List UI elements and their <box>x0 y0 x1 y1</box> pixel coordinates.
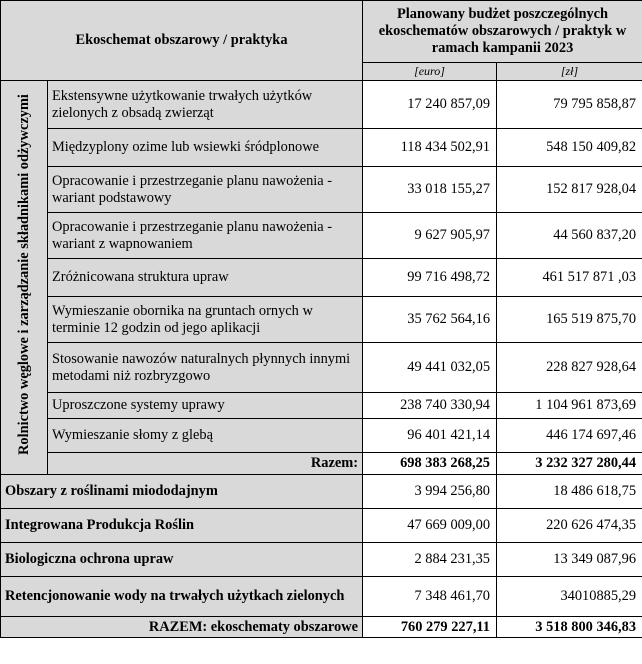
value-zl: 79 795 858,87 <box>497 81 642 129</box>
value-euro: 2 884 231,35 <box>363 543 497 577</box>
table-row <box>1 167 642 213</box>
unit-euro: [euro] <box>363 63 497 81</box>
value-euro: 35 762 564,16 <box>363 297 497 343</box>
header-budget: Planowany budżet poszczególnych ekoschematów obszarowych / praktyk w ramach kampanii 2023 <box>363 1 642 63</box>
table-row <box>1 297 642 343</box>
subtotal-euro: 698 383 268,25 <box>363 453 497 475</box>
table-row <box>1 543 642 577</box>
group-label: Rolnictwo węglowe i zarządzanie składnikami odżywczymi <box>15 94 32 456</box>
value-zl: 1 104 961 873,69 <box>497 393 642 419</box>
table-row <box>1 419 642 453</box>
practice-name: Opracowanie i przestrzeganie planu nawożenia - wariant podstawowy <box>48 167 363 213</box>
value-euro: 49 441 032,05 <box>363 343 497 393</box>
scheme-name: Integrowana Produkcja Roślin <box>1 509 363 543</box>
scheme-name: Retencjonowanie wody na trwałych użytkach zielonych <box>1 577 363 617</box>
value-euro: 96 401 421,14 <box>363 419 497 453</box>
value-euro: 47 669 009,00 <box>363 509 497 543</box>
practice-name: Międzyplony ozime lub wsiewki śródplonowe <box>48 129 363 167</box>
subtotal-row <box>1 453 642 475</box>
value-zl: 220 626 474,35 <box>497 509 642 543</box>
table-row <box>1 509 642 543</box>
value-euro: 118 434 502,91 <box>363 129 497 167</box>
practice-name: Opracowanie i przestrzeganie planu nawożenia - wariant z wapnowaniem <box>48 213 363 259</box>
value-euro: 3 994 256,80 <box>363 475 497 509</box>
subtotal-label: Razem: <box>48 453 363 475</box>
value-zl: 13 349 087,96 <box>497 543 642 577</box>
practice-name: Ekstensywne użytkowanie trwałych użytków zielonych z obsadą zwierząt <box>48 81 363 129</box>
value-euro: 238 740 330,94 <box>363 393 497 419</box>
table-row <box>1 259 642 297</box>
total-zl: 3 518 800 346,83 <box>497 617 642 638</box>
total-label: RAZEM: ekoschematy obszarowe <box>1 617 363 638</box>
value-zl: 44 560 837,20 <box>497 213 642 259</box>
value-euro: 99 716 498,72 <box>363 259 497 297</box>
total-row <box>1 617 642 638</box>
value-euro: 17 240 857,09 <box>363 81 497 129</box>
table-row <box>1 129 642 167</box>
value-zl: 152 817 928,04 <box>497 167 642 213</box>
value-euro: 33 018 155,27 <box>363 167 497 213</box>
subtotal-zl: 3 232 327 280,44 <box>497 453 642 475</box>
value-zl: 34010885,29 <box>497 577 642 617</box>
group-label-cell <box>1 81 48 475</box>
value-zl: 165 519 875,70 <box>497 297 642 343</box>
value-zl: 461 517 871 ,03 <box>497 259 642 297</box>
table-row <box>1 393 642 419</box>
value-zl: 18 486 618,75 <box>497 475 642 509</box>
value-zl: 228 827 928,64 <box>497 343 642 393</box>
table-row <box>1 475 642 509</box>
practice-name: Wymieszanie słomy z glebą <box>48 419 363 453</box>
table-row <box>1 213 642 259</box>
table-row <box>1 577 642 617</box>
practice-name: Zróżnicowana struktura upraw <box>48 259 363 297</box>
value-euro: 7 348 461,70 <box>363 577 497 617</box>
practice-name: Wymieszanie obornika na gruntach ornych w terminie 12 godzin od jego aplikacji <box>48 297 363 343</box>
practice-name: Uproszczone systemy uprawy <box>48 393 363 419</box>
total-euro: 760 279 227,11 <box>363 617 497 638</box>
table-row <box>1 81 642 129</box>
scheme-name: Biologiczna ochrona upraw <box>1 543 363 577</box>
value-zl: 446 174 697,46 <box>497 419 642 453</box>
value-euro: 9 627 905,97 <box>363 213 497 259</box>
value-zl: 548 150 409,82 <box>497 129 642 167</box>
unit-zl: [zł] <box>497 63 642 81</box>
scheme-name: Obszary z roślinami miododajnym <box>1 475 363 509</box>
header-scheme: Ekoschemat obszarowy / praktyka <box>1 1 363 81</box>
table-row <box>1 343 642 393</box>
practice-name: Stosowanie nawozów naturalnych płynnych innymi metodami niż rozbryzgowo <box>48 343 363 393</box>
